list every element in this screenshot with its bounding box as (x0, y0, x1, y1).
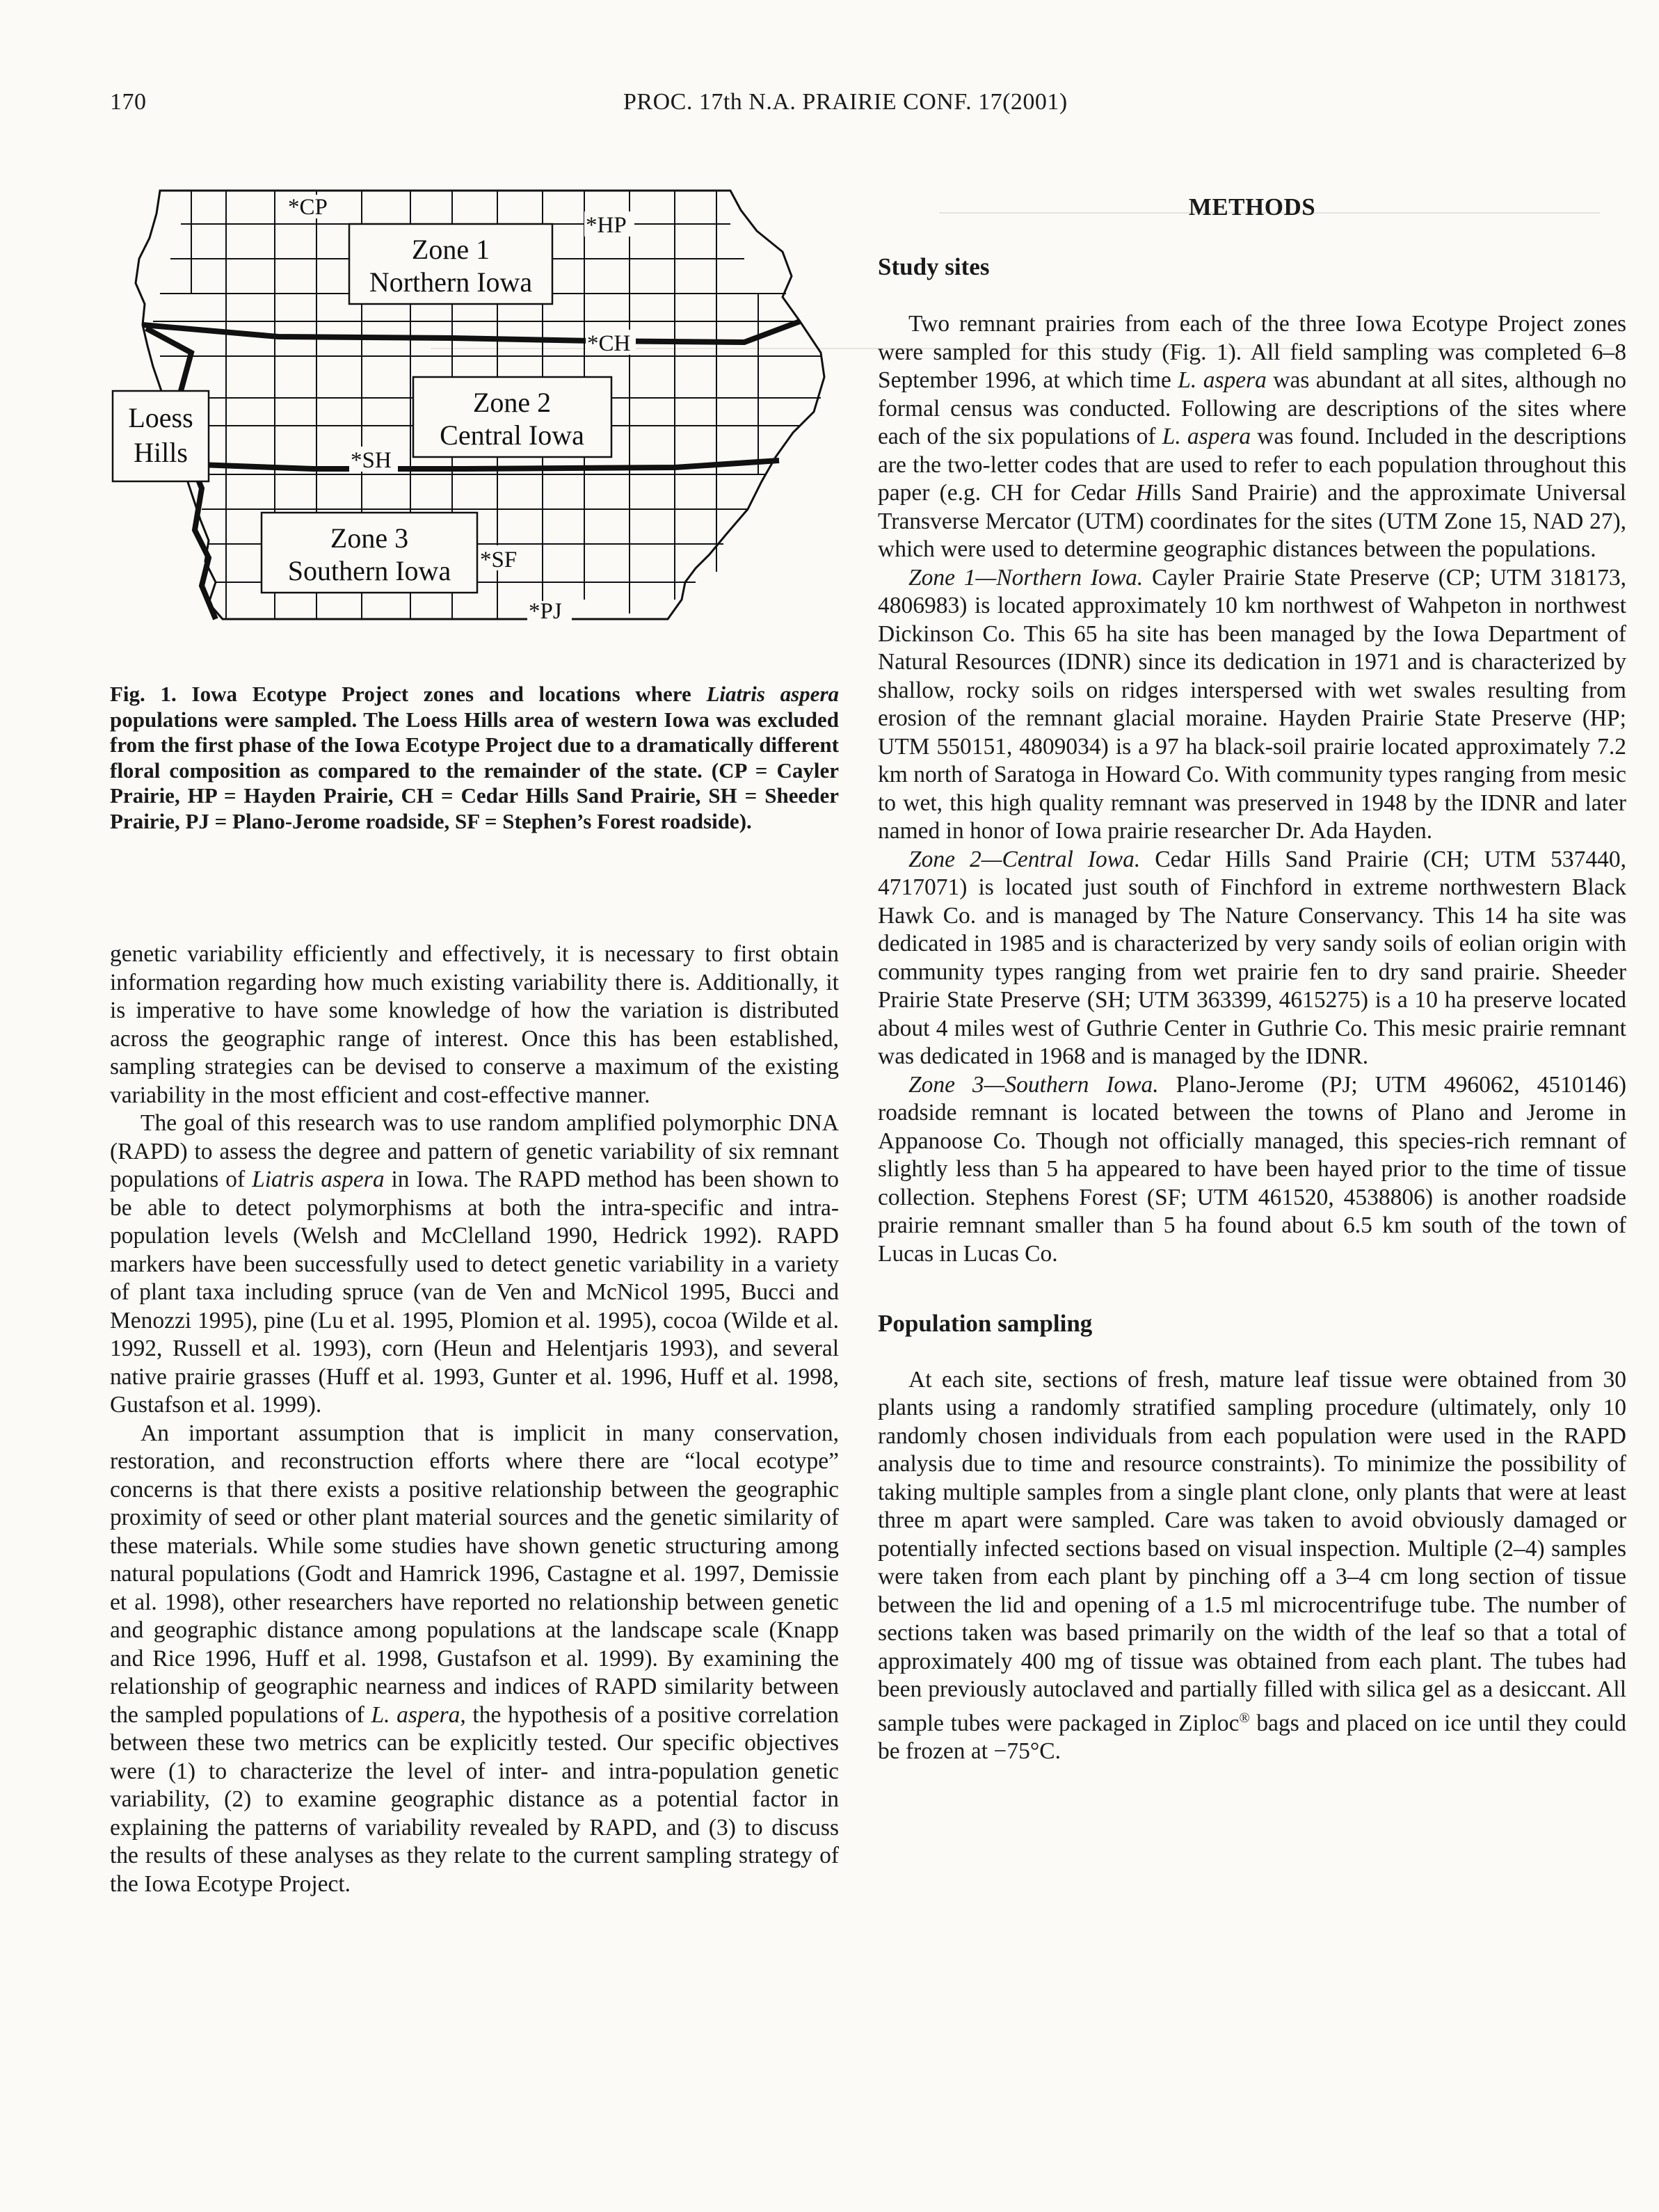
page-number: 170 (110, 89, 147, 115)
body-paragraph (110, 1109, 839, 1420)
left-column (110, 940, 839, 1898)
body-paragraph (878, 310, 1626, 564)
figure-caption-text-b: populations were sampled. The Loess Hills area of western Iowa was excluded from the first phase of the Iowa Ecotype Project due to a dramatically different floral composition as compared to the remainder of the state. (CP = Cayler Prairie, HP = Hayden Prairie, CH = Cedar Hills Sand Prairie, SH = Sheeder Prairie, PJ = Plano-Jerome roadside, SF = Stephen’s Forest roadside). (110, 707, 839, 833)
body-text: An important assumption that is implicit in many conservation, restoration, and reconstruction efforts where there are “local ecotype” concerns is that there exists a positive relationship between the geographic proximity of seed or other plant material sources and the genetic similarity of these materials. While some studies have shown genetic structuring among natural populations (Godt and Hamrick 1996, Castagne et al. 1997, Demissie et al. 1998), other researchers have reported no relationship between genetic and geographic distance among populations at the landscape scale (Knapp and Rice 1996, Huff et al. 1998, Gustafson et al. 1999). By examining the relationship of geographic nearness and indices of RAPD similarity between the sampled populations of (110, 1420, 839, 1728)
site-sh: *SH (351, 448, 392, 473)
zone-3-paragraph (878, 1071, 1626, 1269)
body-text: was abundant at all sites, although no formal census was conducted. Following are descriptions of the sites where each of the six populations of (878, 367, 1626, 449)
figure-caption-species: Liatris aspera (706, 682, 840, 706)
registered-mark: ® (1239, 1710, 1250, 1726)
body-text: edar (1085, 480, 1136, 506)
zone-3-title: Zone 3 (330, 522, 409, 554)
species-name: L. aspera (1162, 424, 1251, 449)
body-text: Two remnant prairies from each of the three Iowa Ecotype Project zones were sampled for this study (Fig. 1). All field sampling was completed 6–8 September 1996, at which time (878, 311, 1626, 393)
body-text: bags and placed on ice until they could be frozen at −75°C. (878, 1710, 1626, 1765)
body-paragraph (110, 1420, 839, 1899)
body-paragraph (878, 1366, 1626, 1766)
zone-1-title: Zone 1 (411, 234, 490, 265)
species-name: L. aspera, (371, 1701, 466, 1728)
zone-2-paragraph (878, 846, 1626, 1071)
loess-hills-name: Hills (134, 437, 188, 468)
species-name: Liatris aspera (252, 1167, 385, 1192)
species-name: L. aspera (1178, 367, 1267, 393)
zone-1-paragraph (878, 564, 1626, 846)
site-ch: *CH (587, 331, 631, 356)
zone-2-title: Zone 2 (472, 387, 552, 418)
body-text: At each site, sections of fresh, mature leaf tissue were obtained from 30 plants using a randomly stratified sampling procedure (ultimately, only 10 randomly chosen individuals from each population were used in the RAPD analysis due to time and resource constraints). To minimize the possibility of taking multiple samples from a single plant clone, only plants that were at least three m apart were sampled. Care was taken to avoid obviously damaged or potentially infected sections based on visual inspection. Multiple (2–4) samples were taken from each plant by pinching off a 3–4 cm long section of tissue between the lid and opening of a 1.5 ml microcentrifuge tube. The number of sections taken was based primarily on the width of the leaf so that a total of approximately 400 mg of tissue was obtained from each plant. The tubes had been previously autoclaved and partially filled with silica gel as a desiccant. All sample tubes were packaged in Ziploc (878, 1366, 1626, 1736)
body-text: the hypothesis of a positive correlation between these two metrics can be explicitly tested. Our specific objectives were (1) to characterize the level of inter- and intra-population genetic variability, (2) to examine geographic distance as a potential factor in explaining the patterns of variability revealed by RAPD, and (3) to discuss the results of these analyses as they relate to the current sampling strategy of the Iowa Ecotype Project. (110, 1701, 839, 1897)
right-column (878, 193, 1626, 1766)
figure-caption-text-a: Iowa Ecotype Project zones and locations where (191, 682, 707, 706)
code-letter: H (1135, 480, 1153, 506)
body-text: was found. Included in the descriptions are the two-letter codes that are used to refer to each population throughout this paper (e.g. CH for (878, 424, 1626, 506)
loess-hills-title: Loess (128, 402, 193, 433)
figure-caption-label: Fig. 1. (110, 682, 177, 706)
subhead-study-sites: Study sites (878, 253, 990, 280)
subhead-population-sampling: Population sampling (878, 1310, 1093, 1337)
body-text: ills Sand Prairie) and the approximate Universal Transverse Mercator (UTM) coordinates for the sites (UTM Zone 15, NAD 27), which were used to determine geographic distances between the populations. (878, 480, 1626, 562)
figure-caption (110, 682, 839, 834)
body-text: in Iowa. The RAPD method has been shown to be able to detect polymorphisms at both the intra-specific and intra-population levels (Welsh and McClelland 1990, Hedrick 1992). RAPD markers have been successfully used to detect genetic variability in a variety of plant taxa including spruce (van de Ven and McNicol 1995, Bucci and Menozzi 1995), pine (Lu et al. 1995, Plomion et al. 1995), cocoa (Wilde et al. 1992, Russell et al. 1993), corn (Heun and Helentjaris 1993), and several native prairie grasses (Huff et al. 1993, Gunter et al. 1996, Huff et al. 1998, Gustafson et al. 1999). (110, 1167, 840, 1418)
site-pj: *PJ (529, 599, 562, 624)
zone-3-heading: Zone 3—Southern Iowa. (908, 1071, 1159, 1098)
zone-3-name: Southern Iowa (287, 555, 451, 586)
body-paragraph: genetic variability efficiently and effectively, it is necessary to first obtain information regarding how much existing variability there is. Additionally, it is imperative to have some knowledge of how the variation is distributed across the geographic range of interest. Once this has been established, sampling strategies can be devised to conserve a maximum of the existing variability in the most efficient and cost-effective manner. (110, 941, 839, 1108)
site-sf: *SF (480, 547, 518, 572)
code-letter: C (1070, 480, 1086, 506)
zone-1-heading: Zone 1—Northern Iowa. (908, 564, 1144, 591)
section-title-methods: METHODS (1188, 193, 1316, 221)
body-text: Plano-Jerome (PJ; UTM 496062, 4510146) roadside remnant is located between the towns of Plano and Jerome in Appanoose Co. Though not officially managed, this species-rich remnant of slightly less than 5 ha appeared to have been hayed prior to the time of tissue collection. Stephens Forest (SF; UTM 461520, 4538806) is another roadside prairie remnant smaller than 5 ha found about 6.5 km south of the town of Lucas in Lucas Co. (878, 1071, 1626, 1267)
zone-3-boundary (181, 460, 779, 469)
body-text: Cayler Prairie State Preserve (CP; UTM 318173, 4806983) is located approximately 10 km northwest of Wahpeton in northwest Dickinson Co. This 65 ha site has been managed by the Iowa Department of Natural Resources (IDNR) since its dedication in 1971 and is characterized by shallow, rocky soils on ridges interspersed with wet swales resulting from erosion of the remnant glacial moraine. Hayden Prairie State Preserve (HP; UTM 550151, 4809034) is a 97 ha black-soil prairie located approximately 7.2 km north of Saratoga in Howard Co. With community types ranging from mesic to wet, this high quality remnant was preserved in 1948 by the IDNR and later named in honor of Iowa prairie researcher Dr. Ada Hayden. (878, 564, 1626, 844)
body-text: The goal of this research was to use random amplified polymorphic DNA (RAPD) to assess the degree and pattern of genetic variability of six remnant populations of (110, 1110, 839, 1192)
zone-2-name: Central Iowa (440, 419, 584, 451)
zone-1-boundary (143, 321, 800, 342)
zone-2-heading: Zone 2—Central Iowa. (908, 846, 1141, 872)
site-cp: *CP (288, 195, 328, 220)
site-hp: *HP (586, 213, 627, 238)
zone-1-name: Northern Iowa (369, 266, 533, 298)
iowa-zone-map (104, 182, 869, 641)
body-text: Cedar Hills Sand Prairie (CH; UTM 537440, 4717071) is located just south of Finchford in extreme northwestern Black Hawk Co. and is managed by The Nature Conservancy. This 14 ha site was dedicated in 1985 and is characterized by very sandy soils of eolian origin with community types ranging from wet prairie fen to dry sand prairie. Sheeder Prairie State Preserve (SH; UTM 363399, 4615275) is a 10 ha preserve located about 4 miles west of Guthrie Center in Guthrie Co. This mesic prairie remnant was dedicated in 1968 and is managed by the IDNR. (878, 846, 1626, 1069)
running-head: PROC. 17th N.A. PRAIRIE CONF. 17(2001) (623, 89, 1068, 115)
